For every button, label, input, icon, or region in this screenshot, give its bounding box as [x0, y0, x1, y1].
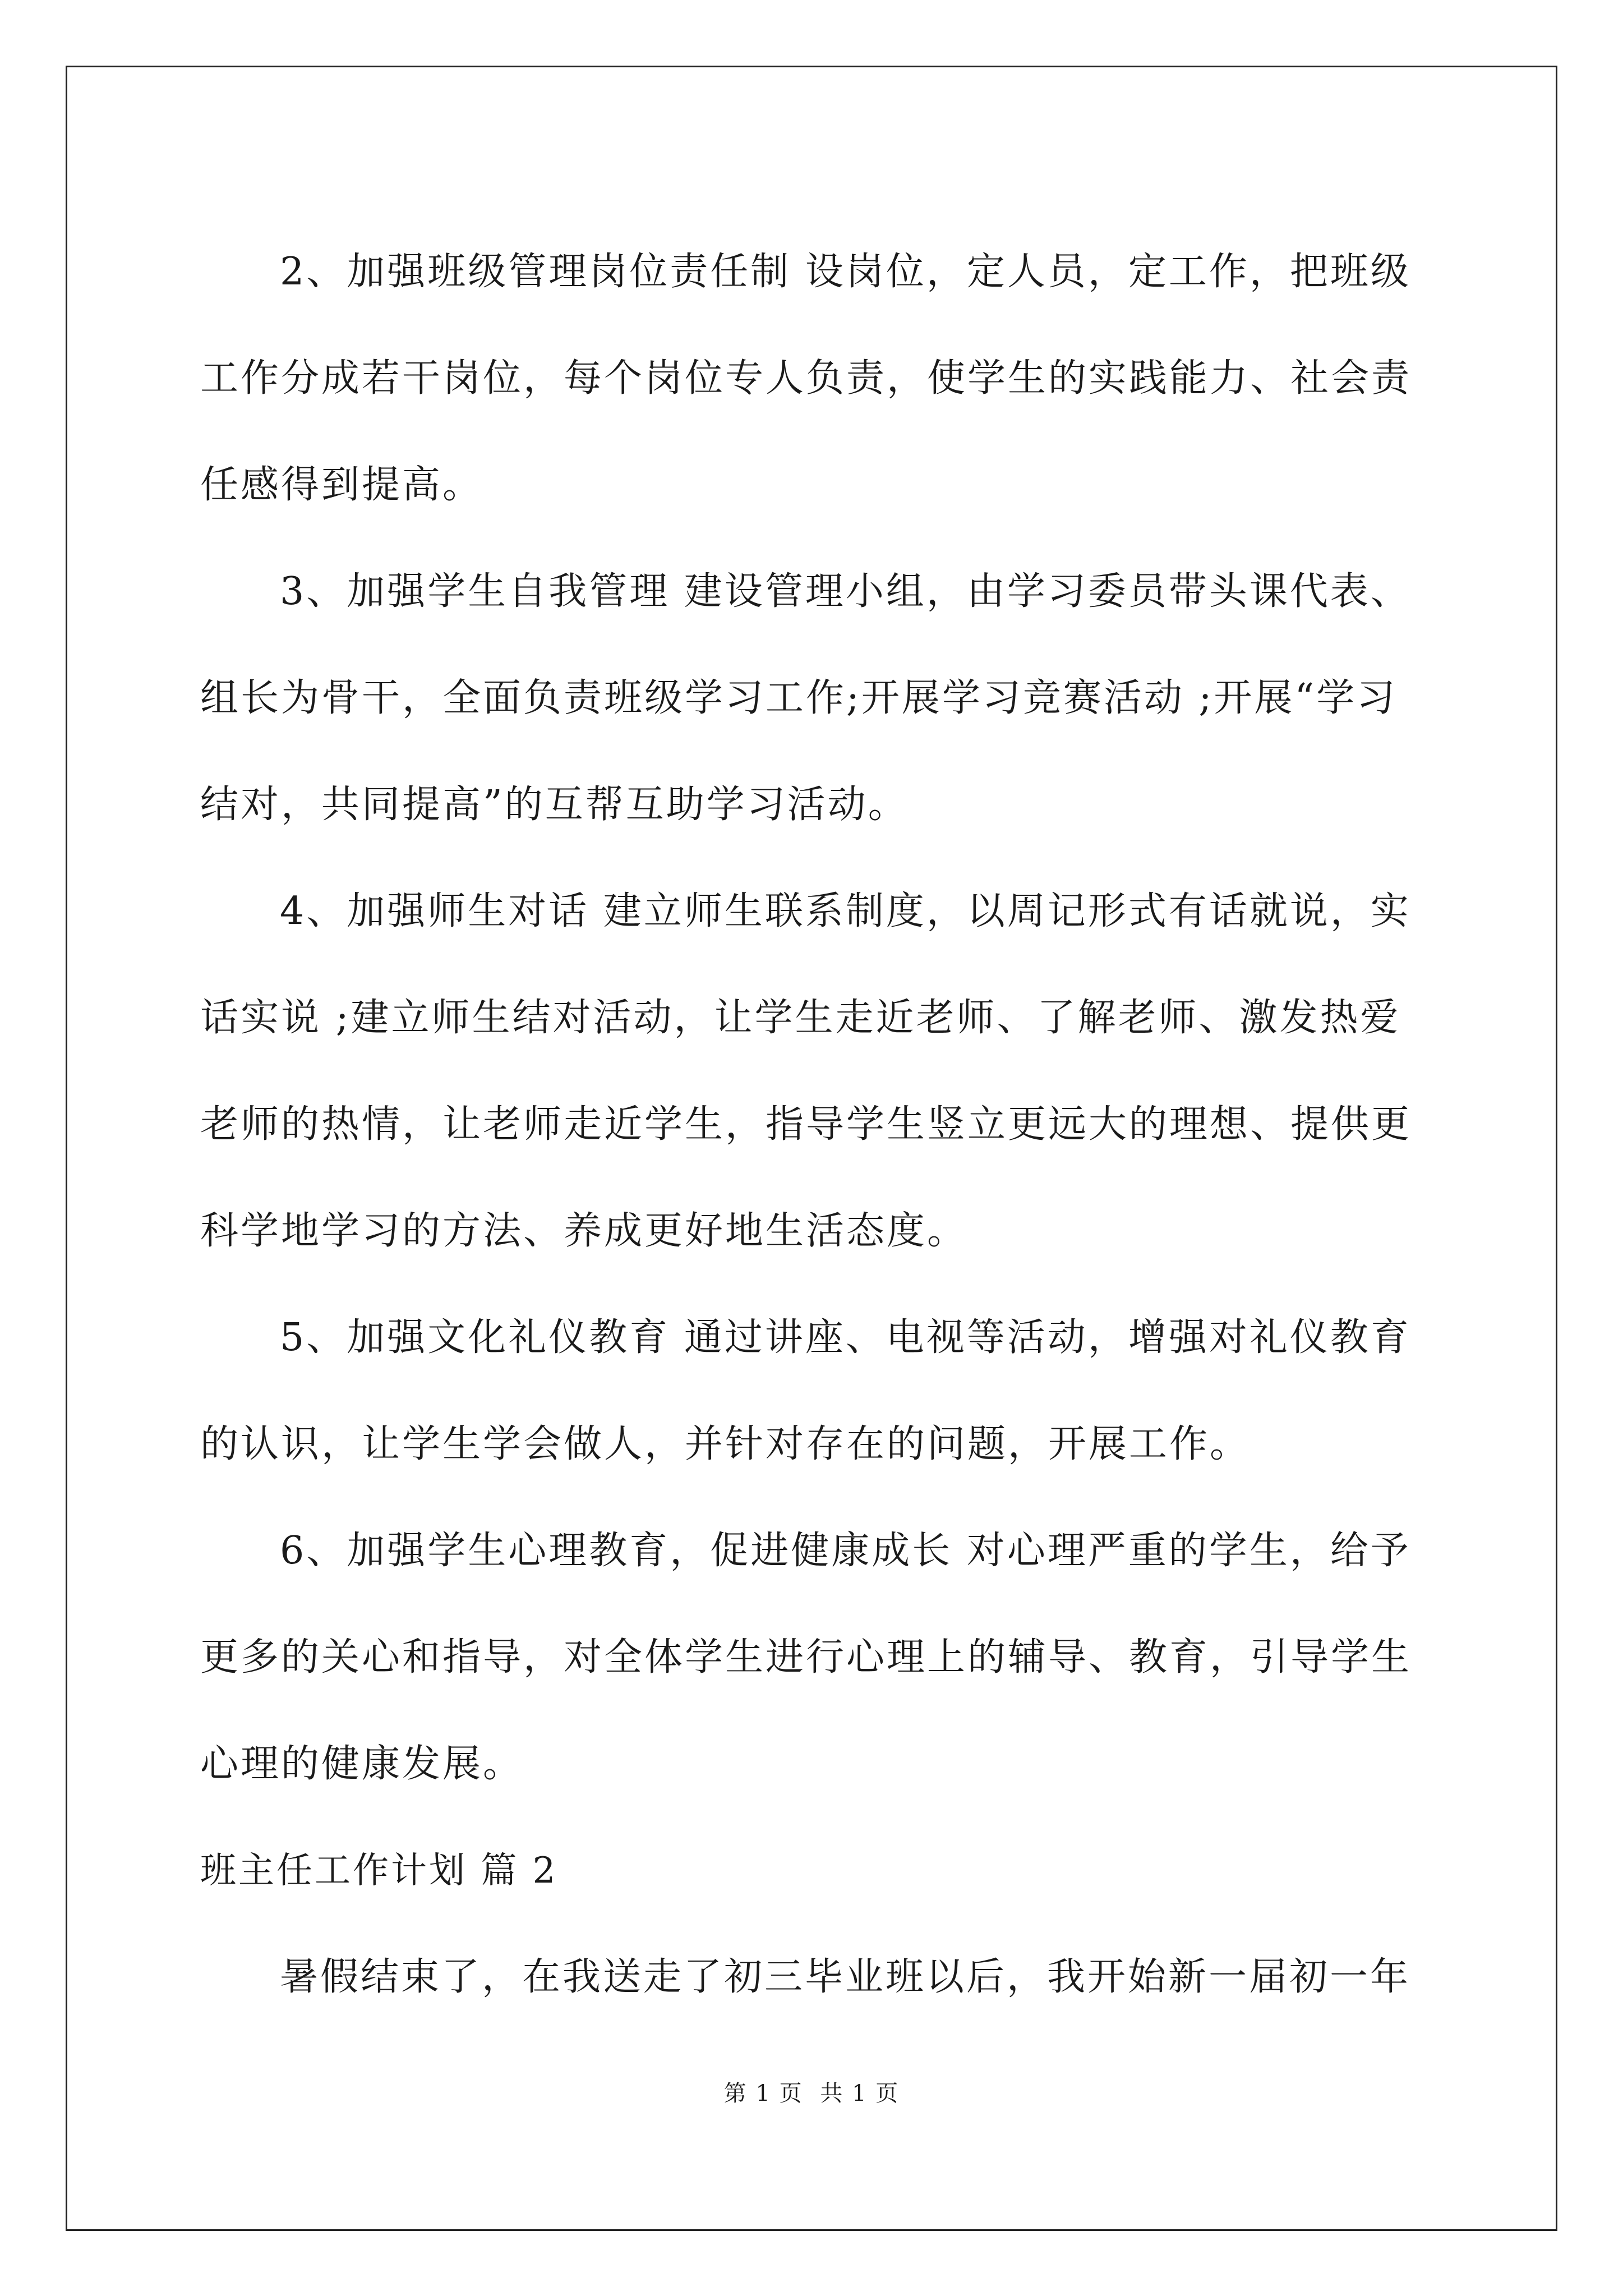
- page-number: 第 1 页: [723, 2081, 803, 2106]
- paragraph-item-3: 3、加强学生自我管理 建设管理小组，由学习委员带头课代表、组长为骨干，全面负责班级学习工作;开展学习竞赛活动 ;开展“学习结对，共同提高”的互帮互助学习活动。: [200, 569, 1411, 827]
- page-total: 共 1 页: [820, 2081, 900, 2106]
- intro-paragraph: 暑假结束了，在我送走了初三毕业班以后，我开始新一届初一年: [280, 1955, 1411, 1999]
- document-body: [200, 219, 1423, 2031]
- paragraph-item-6: 6、加强学生心理教育，促进健康成长 对心理严重的学生，给予更多的关心和指导，对全体学生进行心理上的辅导、教育，引导学生心理的健康发展。: [200, 1529, 1412, 1786]
- paragraph-item-4: 4、加强师生对话 建立师生联系制度，以周记形式有话就说，实话实说 ;建立师生结对活动，让学生走近老师、了解老师、激发热爱老师的热情，让老师走近学生，指导学生竖立更远大的理想、提供更科学地学习的方法、养成更好地生活态度。: [200, 889, 1412, 1253]
- paragraph-item-2: 2、加强班级管理岗位责任制 设岗位，定人员，定工作，把班级工作分成若干岗位，每个岗位专人负责，使学生的实践能力、社会责任感得到提高。: [200, 250, 1412, 507]
- page-footer: [0, 2076, 1623, 2108]
- section-heading: 班主任工作计划 篇 2: [200, 1850, 558, 1892]
- paragraph-item-5: 5、加强文化礼仪教育 通过讲座、电视等活动，增强对礼仪教育的认识，让学生学会做人，并针对存在的问题，开展工作。: [200, 1315, 1411, 1466]
